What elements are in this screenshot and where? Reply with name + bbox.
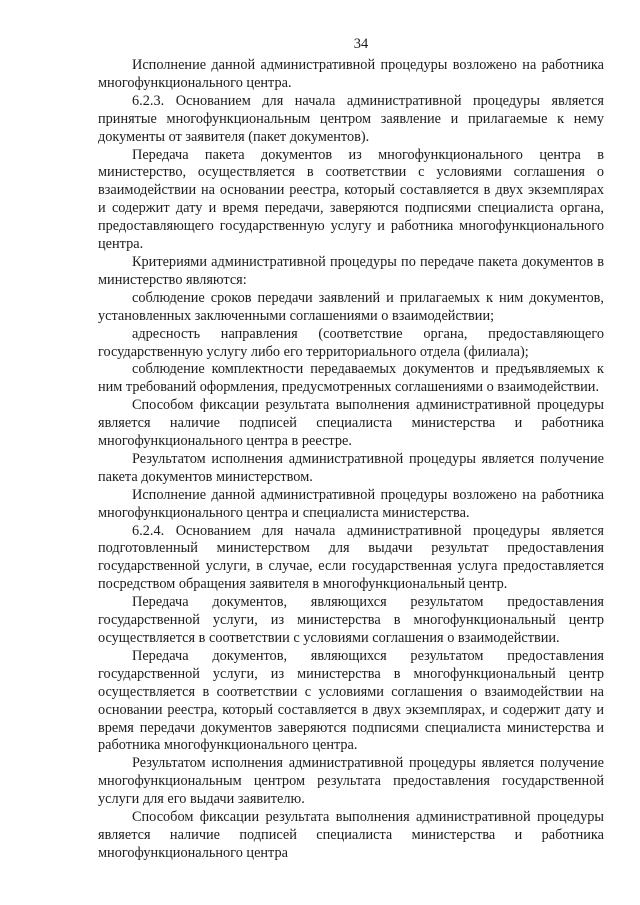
paragraph: Результатом исполнения административной процедуры является получение пакета документов министерством. — [98, 450, 604, 485]
paragraph: 6.2.3. Основанием для начала административной процедуры является принятые многофункциональным центром заявление и прилагаемые к нему документы от заявителя (пакет документов). — [98, 92, 604, 145]
paragraph: Исполнение данной административной процедуры возложено на работника многофункционального центра. — [98, 57, 604, 91]
paragraph: Критериями административной процедуры по передаче пакета документов в министерство являются: — [98, 253, 604, 288]
paragraph: Способом фиксации результата выполнения административной процедуры является наличие подписей специалиста министерства и работника многофункционального центра — [98, 809, 604, 861]
paragraph: Способом фиксации результата выполнения административной процедуры является наличие подписей специалиста министерства и работника многофункционального центра в реестре. — [98, 397, 604, 450]
paragraph: Передача пакета документов из многофункционального центра в министерство, осуществляется в соответствии с условиями соглашения о взаимодействии на основании реестра, который составляется в двух экземплярах и содержит дату и время передачи, заверяются подписями специалиста органа, предоставляющего государственную услугу и работника многофункционального центра. — [98, 146, 604, 253]
page-number: 34 — [353, 36, 369, 52]
paragraph: Передача документов, являющихся результатом предоставления государственной услуги, из министерства в многофункциональный центр осуществляется в соответствии с условиями соглашения о взаимодействии. — [98, 594, 604, 646]
paragraph: Исполнение данной административной процедуры возложено на работника многофункционального центра и специалиста министерства. — [98, 486, 604, 521]
paragraph: Результатом исполнения административной процедуры является получение многофункциональным центром результата предоставления государственной услуги для его выдачи заявителю. — [98, 755, 604, 808]
paragraph: 6.2.4. Основанием для начала административной процедуры является подготовленный министерством для выдачи результат предоставления государственной услуги, в случае, если государственная услуга предоставляется посредством обращения заявителя в многофункциональный центр. — [98, 522, 604, 593]
paragraph: соблюдение комплектности передаваемых документов и предъявляемых к ним требований оформления, предусмотренных соглашениями о взаимодействии. — [98, 361, 604, 396]
paragraph: Передача документов, являющихся результатом предоставления государственной услуги, из министерства в многофункциональный центр осуществляется в соответствии с условиями соглашения о взаимодействии на основании реестра, который составляется в двух экземплярах, и содержит дату и время передачи документов заверяются подписями специалиста министерства и работника многофункционального центра. — [98, 647, 604, 754]
paragraph: адресность направления (соответствие органа, предоставляющего государственную услугу либо его территориального отдела (филиала); — [98, 325, 604, 360]
paragraph: соблюдение сроков передачи заявлений и прилагаемых к ним документов, установленных заключенными соглашениями о взаимодействии; — [98, 289, 604, 324]
